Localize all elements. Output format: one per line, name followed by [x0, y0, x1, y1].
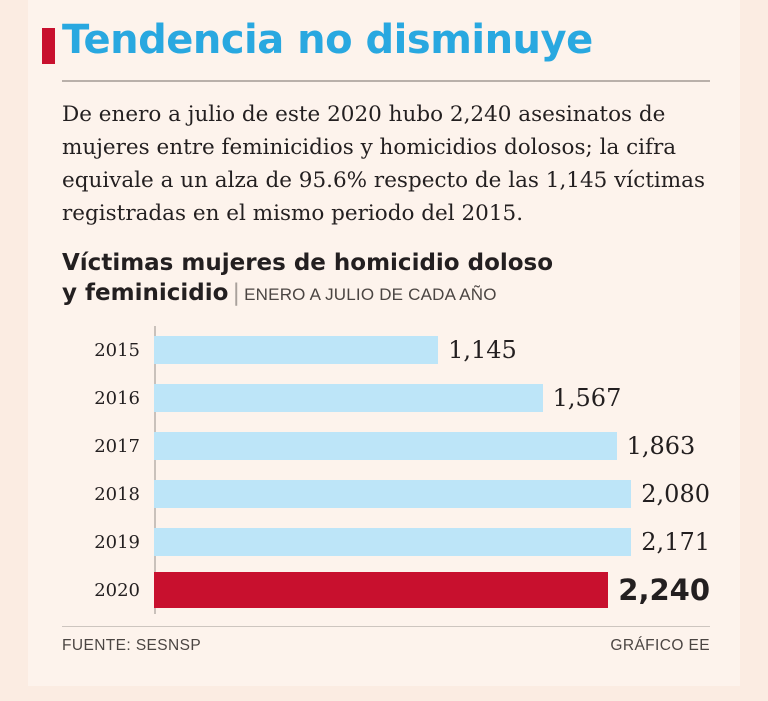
- bar-2020: [154, 572, 608, 608]
- footer-divider: [62, 626, 710, 627]
- bar-2018: [154, 480, 631, 508]
- category-label: 2019: [94, 531, 140, 553]
- title-divider: [62, 80, 710, 82]
- chart-row: [62, 422, 710, 470]
- category-label: 2017: [94, 435, 140, 457]
- bar-value-label: 2,240: [618, 573, 710, 607]
- chart-row: [62, 470, 710, 518]
- red-tick-marker: [42, 28, 55, 64]
- bar-container: [154, 470, 710, 518]
- chart-title: [62, 248, 708, 310]
- bar-2016: [154, 384, 543, 412]
- deck-paragraph: De enero a julio de este 2020 hubo 2,240 asesinatos de mujeres entre feminicidios y homicidios dolosos; la cifra equivale a un alza de 95.6% respecto de las 1,145 víctimas registradas en el mismo periodo del 2015.: [62, 102, 705, 226]
- credit-label: GRÁFICO EE: [610, 637, 710, 654]
- title-separator: |: [232, 280, 241, 306]
- bar-container: [154, 518, 710, 566]
- source-label: FUENTE: SESNSP: [62, 637, 202, 654]
- bar-container: [154, 326, 710, 374]
- chart-row: [62, 326, 710, 374]
- bar-value-label: 2,171: [641, 528, 710, 556]
- category-label: 2018: [94, 483, 140, 505]
- bar-value-label: 1,145: [448, 336, 517, 364]
- title-row: [28, 16, 740, 78]
- chart-plot-area: [62, 326, 710, 614]
- chart-subtitle: ENERO A JULIO DE CADA AÑO: [244, 285, 497, 304]
- infographic-card: [28, 0, 740, 686]
- bar-value-label: 2,080: [641, 480, 710, 508]
- category-label: 2016: [94, 387, 140, 409]
- bar-container: [154, 422, 710, 470]
- bar-2015: [154, 336, 438, 364]
- bar-value-label: 1,567: [552, 384, 622, 412]
- chart-row: [62, 518, 710, 566]
- bar-value-label: 1,863: [626, 432, 696, 460]
- bar-container: [154, 566, 710, 614]
- bar-2019: [154, 528, 631, 556]
- footer: [62, 637, 710, 655]
- category-label: 2020: [94, 579, 140, 601]
- bar-chart: [28, 326, 740, 614]
- bar-container: [154, 374, 710, 422]
- bar-2017: [154, 432, 617, 460]
- chart-title-line2: y feminicidio: [62, 280, 229, 306]
- page-title: Tendencia no disminuye: [62, 17, 593, 63]
- chart-title-line1: Víctimas mujeres de homicidio doloso: [62, 250, 554, 276]
- chart-row-highlighted: [62, 566, 710, 614]
- category-label: 2015: [94, 339, 140, 361]
- chart-row: [62, 374, 710, 422]
